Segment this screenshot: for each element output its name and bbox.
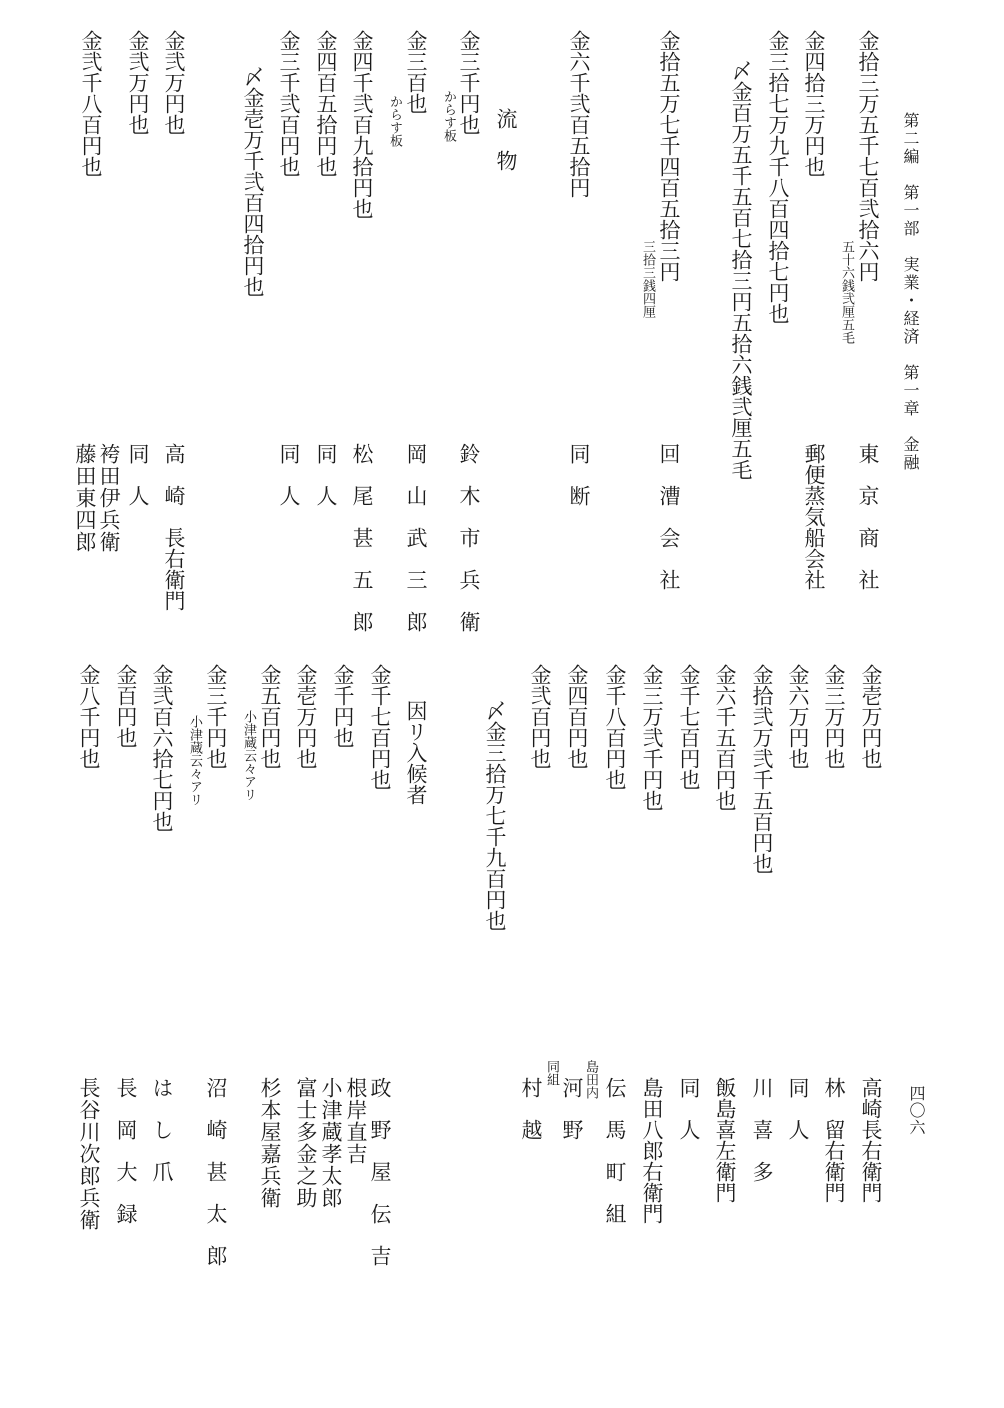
payee-name: 高崎長右衛門 (859, 1077, 883, 1203)
payee-name: 長 岡 大 録 (114, 1077, 138, 1224)
payee-name: 政 野 屋 伝 吉 (368, 1077, 392, 1266)
payee-name: は し 爪 (150, 1077, 174, 1182)
amount-line: 金四百円也 (565, 664, 589, 769)
amount-line: 金四千弐百九拾円也 (350, 30, 374, 219)
amount-line: 金弐千八百円也 (79, 30, 103, 177)
payee-affiliation: 島田内 (583, 1060, 598, 1099)
amount-line: 金六千五百円也 (713, 664, 737, 811)
amount-line: 金三百也 (404, 30, 428, 114)
payee-name: 同 人 (677, 1077, 701, 1140)
payee-name: 伝 馬 町 組 (603, 1077, 627, 1224)
amount-line: 金三千弐百円也 (277, 30, 301, 177)
amount-note: 三拾三銭四厘 (640, 240, 655, 318)
subtotal-line: 〆金百万五千五百七拾三円五拾六銭弐厘五毛 (729, 60, 753, 480)
amount-line: 金四拾三万円也 (802, 30, 826, 177)
running-head: 第二編 第一部 実業・経済 第一章 金融 (901, 112, 920, 472)
amount-line: 金六千弐百五拾円 (567, 30, 591, 198)
amount-line: 金三万円也 (822, 664, 846, 769)
payee-name: 高 崎 長右衛門 (162, 443, 186, 611)
amount-line: 金千七百円也 (368, 664, 392, 790)
amount-note: 五十六銭弐厘五毛 (839, 240, 854, 344)
payee-name: 同 人 (126, 443, 150, 506)
payee-name: 同 人 (314, 443, 338, 506)
payee-name: 富士多金之助 (294, 1077, 318, 1209)
amount-line: 金五百円也 (258, 664, 282, 769)
payee-name: 川 喜 多 (750, 1077, 774, 1182)
subtotal-line: 〆金壱万千弐百四拾円也 (241, 66, 265, 297)
amount-line: 金弐百六拾七円也 (150, 664, 174, 832)
amount-note: 小津蔵云々アリ (241, 710, 256, 801)
payee-name: 根岸直吉 (344, 1077, 368, 1165)
section-heading: 因リ入候者 (404, 700, 428, 805)
amount-note: 小津蔵云々アリ (187, 715, 202, 806)
amount-line: 金八千円也 (77, 664, 101, 769)
amount-line: 金三拾七万九千八百四拾七円也 (766, 30, 790, 324)
payee-name: 村 越 (519, 1077, 543, 1140)
payee-name: 郵便蒸気船会社 (802, 443, 826, 590)
section-heading: 流 物 (494, 108, 518, 171)
amount-line: 金壱万円也 (859, 664, 883, 769)
amount-line: 金四百五拾円也 (314, 30, 338, 177)
payee-name: 鈴 木 市 兵 衛 (457, 443, 481, 632)
amount-line: 金三万弐千円也 (640, 664, 664, 811)
payee-name: 長谷川次郎兵衛 (77, 1077, 101, 1231)
payee-name: 小津蔵孝太郎 (319, 1077, 343, 1209)
payee-name: 回 漕 会 社 (657, 443, 681, 590)
payee-name: 飯島喜左衛門 (713, 1077, 737, 1203)
amount-note: からす板 (387, 95, 402, 147)
amount-line: 金拾三万五千七百弐拾六円 (856, 30, 880, 282)
amount-line: 金六万円也 (786, 664, 810, 769)
amount-line: 金弐万円也 (126, 30, 150, 135)
payee-name: 沼 崎 甚 太 郎 (204, 1077, 228, 1266)
payee-name: 同 断 (567, 443, 591, 506)
payee-affiliation: 同組 (544, 1060, 559, 1086)
payee-name: 同 人 (277, 443, 301, 506)
payee-name: 河 野 (560, 1077, 584, 1140)
amount-line: 金弐万円也 (162, 30, 186, 135)
amount-line: 金千八百円也 (603, 664, 627, 790)
payee-name: 同 人 (786, 1077, 810, 1140)
amount-line: 金千七百円也 (677, 664, 701, 790)
payee-name: 袴田伊兵衛 (97, 443, 121, 553)
amount-line: 金三千円也 (457, 30, 481, 135)
payee-name: 岡 山 武 三 郎 (404, 443, 428, 632)
subtotal-line: 〆金三拾万七千九百円也 (483, 700, 507, 931)
amount-line: 金壱万円也 (294, 664, 318, 769)
amount-line: 金千円也 (331, 664, 355, 748)
amount-line: 金拾五万七千四百五拾三円 (657, 30, 681, 282)
amount-line: 金百円也 (114, 664, 138, 748)
payee-name: 松 尾 甚 五 郎 (350, 443, 374, 632)
amount-line: 金三千円也 (204, 664, 228, 769)
page-number: 四〇六 (907, 1085, 926, 1136)
amount-line: 金拾弐万弐千五百円也 (750, 664, 774, 874)
payee-name: 杉本屋嘉兵衛 (258, 1077, 282, 1209)
payee-name: 林 留右衛門 (822, 1077, 846, 1203)
payee-name: 東 京 商 社 (856, 443, 880, 590)
payee-name: 藤田東四郎 (73, 443, 97, 553)
amount-note: からす板 (441, 90, 456, 142)
payee-name: 島田八郎右衛門 (640, 1077, 664, 1224)
amount-line: 金弐百円也 (528, 664, 552, 769)
